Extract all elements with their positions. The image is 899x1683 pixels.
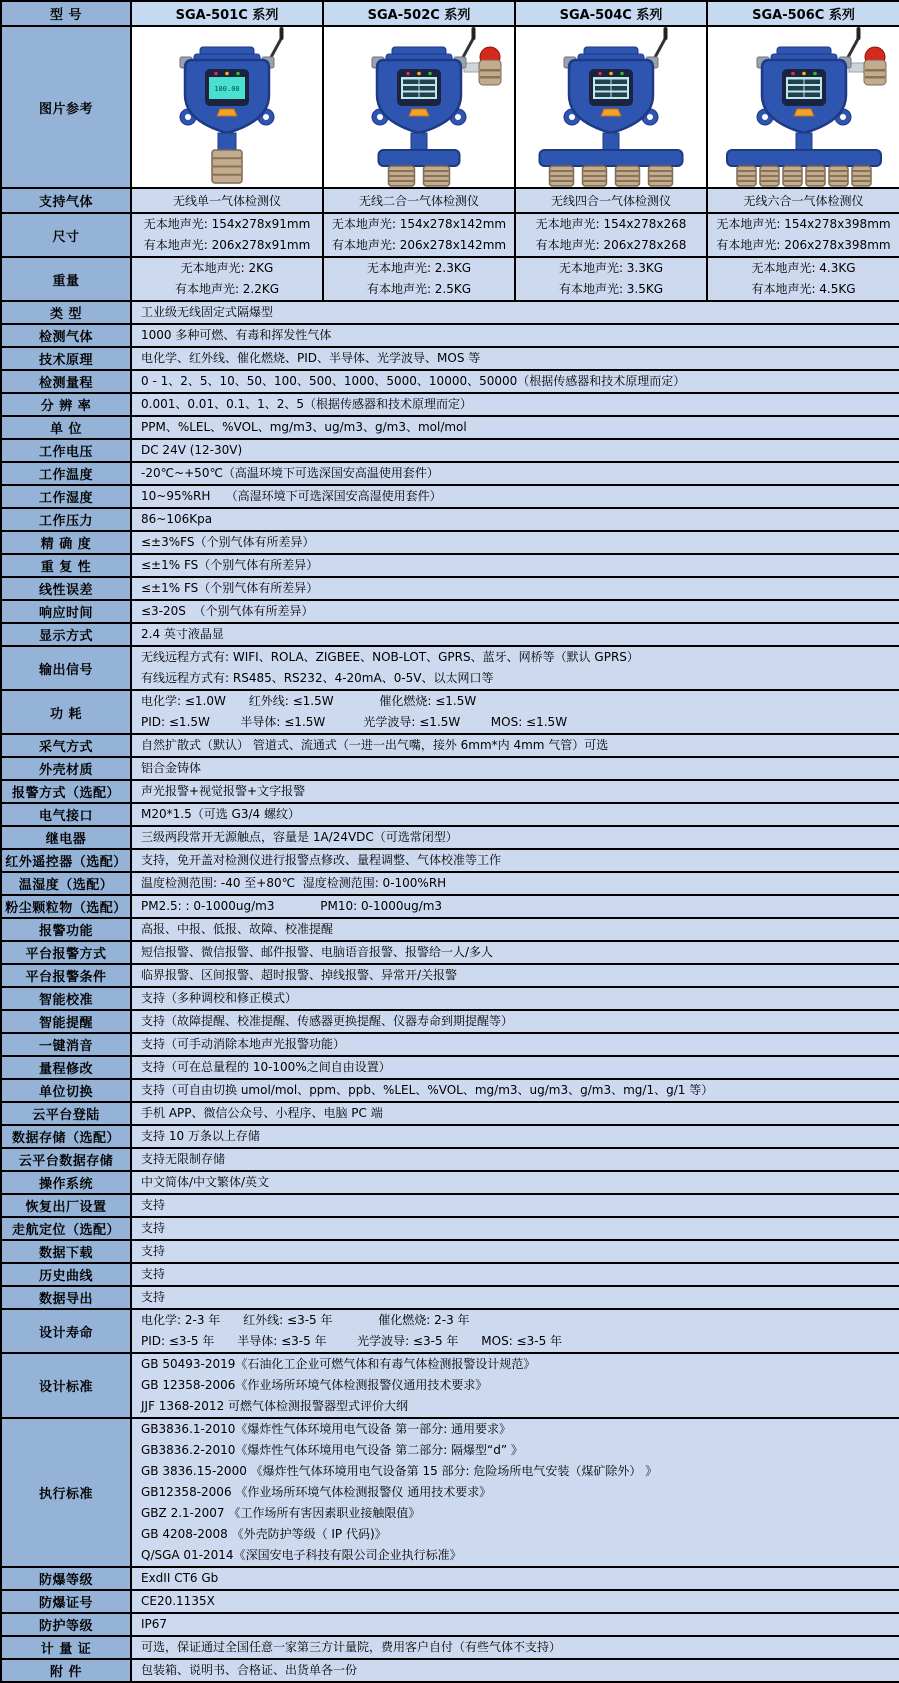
row-label: 设计寿命 (1, 1309, 131, 1353)
spec-row-39 (1, 1217, 899, 1240)
gas-detector-illustration-4 (708, 27, 899, 187)
model-header-label: 型 号 (1, 1, 131, 26)
spec-table-body (1, 1, 899, 1682)
row-label: 检测气体 (1, 324, 131, 347)
row-label: 云平台数据存储 (1, 1148, 131, 1171)
spec-value-cell (515, 257, 707, 301)
spec-value-cell (131, 324, 899, 347)
value-line: DC 24V (12-30V) (141, 443, 243, 457)
spec-value-cell (323, 257, 515, 301)
row-label: 技术原理 (1, 347, 131, 370)
row-label: 数据下载 (1, 1240, 131, 1263)
value-line: 有本地声光: 206x278x142mm (331, 238, 507, 252)
row-label: 云平台登陆 (1, 1102, 131, 1125)
row-label: 粉尘颗粒物（选配） (1, 895, 131, 918)
spec-row-27 (1, 941, 899, 964)
spec-value-cell (131, 918, 899, 941)
value-line: 包装箱、说明书、合格证、出货单各一份 (141, 1663, 358, 1677)
value-line: 支持 (141, 1198, 166, 1212)
row-label: 量程修改 (1, 1056, 131, 1079)
value-line: 无本地声光: 2KG (180, 261, 274, 275)
spec-row-22 (1, 826, 899, 849)
value-line: 无线远程方式有: WIFI、ROLA、ZIGBEE、NOB-LOT、GPRS、蓝牙、网桥等（默认 GPRS） (141, 650, 639, 664)
spec-value-cell (131, 1309, 899, 1353)
value-line: 短信报警、微信报警、邮件报警、电脑语音报警、报警给一人/多人 (141, 945, 494, 959)
spec-value-cell (131, 1033, 899, 1056)
spec-value-cell (131, 462, 899, 485)
row-label: 单 位 (1, 416, 131, 439)
spec-row-20 (1, 780, 899, 803)
value-line: 无本地声光: 2.3KG (366, 261, 472, 275)
value-line: 1000 多种可燃、有毒和挥发性气体 (141, 328, 332, 342)
model-name-2: SGA-502C 系列 (323, 1, 515, 26)
value-line: 无本地声光: 154x278x142mm (331, 217, 507, 231)
row-label: 执行标准 (1, 1418, 131, 1567)
spec-value-cell (131, 987, 899, 1010)
spec-row-36 (1, 1148, 899, 1171)
spec-value-cell (131, 1263, 899, 1286)
value-line: 2.4 英寸液晶显 (141, 627, 224, 641)
row-label: 历史曲线 (1, 1263, 131, 1286)
spec-value-cell (131, 554, 899, 577)
spec-row-8 (1, 462, 899, 485)
value-line: 有本地声光: 206x278x398mm (716, 238, 891, 252)
row-label: 输出信号 (1, 646, 131, 690)
row-label: 设计标准 (1, 1353, 131, 1418)
spec-value-cell (707, 213, 899, 257)
value-line: 工业级无线固定式隔爆型 (141, 305, 274, 319)
value-line: 有本地声光: 3.5KG (558, 282, 664, 296)
value-line: GB 12358-2006《作业场所环境气体检测报警仪通用技术要求》 (141, 1378, 488, 1392)
model-name-1: SGA-501C 系列 (131, 1, 323, 26)
spec-row-48 (1, 1613, 899, 1636)
spec-value-cell (131, 690, 899, 734)
row-label: 红外遥控器（选配） (1, 849, 131, 872)
spec-row-25 (1, 895, 899, 918)
value-line: Q/SGA 01-2014《深国安电子科技有限公司企业执行标准》 (141, 1548, 462, 1562)
value-line: 无本地声光: 154x278x398mm (716, 217, 891, 231)
spec-row-14 (1, 600, 899, 623)
svg-text:100.00: 100.00 (214, 85, 240, 93)
spec-value-cell (131, 416, 899, 439)
spec-value-cell (131, 826, 899, 849)
value-line: 支持 (141, 1267, 166, 1281)
row-label: 工作温度 (1, 462, 131, 485)
value-line: 支持 10 万条以上存储 (141, 1129, 260, 1143)
row-label: 采气方式 (1, 734, 131, 757)
value-line: 手机 APP、微信公众号、小程序、电脑 PC 端 (141, 1106, 383, 1120)
value-line: ≤±3%FS（个别气体有所差异） (141, 535, 315, 549)
spec-row-12 (1, 554, 899, 577)
value-line: M20*1.5（可选 G3/4 螺纹） (141, 807, 300, 821)
value-line: 高报、中报、低报、故障、校准提醒 (141, 922, 334, 936)
row-label: 外壳材质 (1, 757, 131, 780)
row-label: 工作电压 (1, 439, 131, 462)
spec-value-cell (131, 941, 899, 964)
row-label: 工作压力 (1, 508, 131, 531)
spec-row-18 (1, 734, 899, 757)
spec-value-cell (131, 1286, 899, 1309)
spec-value-cell (131, 439, 899, 462)
row-label: 附 件 (1, 1659, 131, 1682)
spec-row-10 (1, 508, 899, 531)
value-line: 支持 (141, 1290, 166, 1304)
row-label: 重 复 性 (1, 554, 131, 577)
value-line: ExdII CT6 Gb (141, 1571, 219, 1585)
value-line: 有本地声光: 2.2KG (174, 282, 280, 296)
spec-row-41 (1, 1263, 899, 1286)
value-line: 无本地声光: 3.3KG (558, 261, 664, 275)
spec-value-cell (131, 1102, 899, 1125)
value-line: 温度检测范围: -40 至+80℃ 湿度检测范围: 0-100%RH (141, 876, 447, 890)
spec-row-44 (1, 1353, 899, 1418)
spec-value-cell (131, 849, 899, 872)
spec-row-5 (1, 393, 899, 416)
value-line: GB 4208-2008 《外壳防护等级（ IP 代码)》 (141, 1527, 387, 1541)
spec-row-26 (1, 918, 899, 941)
spec-value-cell (131, 646, 899, 690)
spec-row-21 (1, 803, 899, 826)
spec-value-cell: 无线四合一气体检测仪 (515, 188, 707, 213)
row-label: 走航定位（选配） (1, 1217, 131, 1240)
spec-value-cell (131, 1125, 899, 1148)
value-line: 电化学、红外线、催化燃烧、PID、半导体、光学波导、MOS 等 (141, 351, 481, 365)
spec-value-cell (131, 1567, 899, 1590)
spec-value-cell (131, 485, 899, 508)
value-line: 有本地声光: 206x278x91mm (143, 238, 311, 252)
row-label: 电气接口 (1, 803, 131, 826)
spec-value-cell: 无线六合一气体检测仪 (707, 188, 899, 213)
spec-value-cell (131, 1418, 899, 1567)
value-line: 支持（故障提醒、校准提醒、传感器更换提醒、仪器寿命到期提醒等） (141, 1014, 514, 1028)
spec-value-cell (131, 1171, 899, 1194)
spec-row-17 (1, 690, 899, 734)
row-label: 支持气体 (1, 188, 131, 213)
spec-value-cell (131, 1659, 899, 1682)
spec-row-47 (1, 1590, 899, 1613)
spec-value-cell (131, 780, 899, 803)
model-name-4: SGA-506C 系列 (707, 1, 899, 26)
spec-row-35 (1, 1125, 899, 1148)
spec-value-cell (131, 872, 899, 895)
spec-row-19 (1, 757, 899, 780)
spec-row-37 (1, 1171, 899, 1194)
spec-row-23 (1, 849, 899, 872)
value-line: 自然扩散式（默认） 管道式、流通式（一进一出气嘴，接外 6mm*内 4mm 气管）可选 (141, 738, 609, 752)
spec-value-cell (131, 1353, 899, 1418)
spec-value-cell (515, 213, 707, 257)
product-image-cell-4 (707, 26, 899, 188)
value-line: 铝合金铸体 (141, 761, 202, 775)
spec-row-30 (1, 1010, 899, 1033)
row-label: 防爆等级 (1, 1567, 131, 1590)
gas-detector-illustration-3 (516, 27, 706, 187)
row-label: 线性误差 (1, 577, 131, 600)
spec-row-49 (1, 1636, 899, 1659)
value-line: 0 - 1、2、5、10、50、100、500、1000、5000、10000、50000（根据传感器和技术原理而定） (141, 374, 686, 388)
row-label: 一键消音 (1, 1033, 131, 1056)
value-line: 支持，免开盖对检测仪进行报警点修改、量程调整、气体校准等工作 (141, 853, 502, 867)
row-label: 温湿度（选配） (1, 872, 131, 895)
spec-value-cell (131, 1217, 899, 1240)
spec-value-cell (707, 257, 899, 301)
multi-column-row-2 (1, 213, 899, 257)
value-line: 有本地声光: 2.5KG (366, 282, 472, 296)
value-line: 支持（多种调校和修正模式） (141, 991, 298, 1005)
spec-value-cell: 无线单一气体检测仪 (131, 188, 323, 213)
row-label: 平台报警方式 (1, 941, 131, 964)
row-label: 平台报警条件 (1, 964, 131, 987)
multi-column-row-1 (1, 188, 899, 213)
value-line: 电化学: ≤1.0W 红外线: ≤1.5W 催化燃烧: ≤1.5W (141, 694, 477, 708)
spec-value-cell (131, 1590, 899, 1613)
header-row (1, 1, 899, 26)
value-line: GB 3836.15-2000 《爆炸性气体环境用电气设备第 15 部分: 危险场所电气安装（煤矿除外） 》 (141, 1464, 658, 1478)
value-line: GB3836.1-2010《爆炸性气体环境用电气设备 第一部分: 通用要求》 (141, 1422, 512, 1436)
value-line: 声光报警+视觉报警+文字报警 (141, 784, 306, 798)
row-label: 检测量程 (1, 370, 131, 393)
gas-detector-illustration-2 (324, 27, 514, 187)
value-line: CE20.1135X (141, 1594, 215, 1608)
spec-row-33 (1, 1079, 899, 1102)
spec-value-cell (131, 895, 899, 918)
spec-value-cell (131, 370, 899, 393)
row-label: 单位切换 (1, 1079, 131, 1102)
value-line: 电化学: 2-3 年 红外线: ≤3-5 年 催化燃烧: 2-3 年 (141, 1313, 470, 1327)
value-line: 0.001、0.01、0.1、1、2、5（根据传感器和技术原理而定） (141, 397, 473, 411)
row-label: 数据存储（选配） (1, 1125, 131, 1148)
value-line: 有线远程方式有: RS485、RS232、4-20mA、0-5V、以太网口等 (141, 671, 494, 685)
spec-value-cell (131, 1056, 899, 1079)
spec-row-2 (1, 324, 899, 347)
spec-value-cell (131, 803, 899, 826)
value-line: ≤±1% FS（个别气体有所差异） (141, 558, 319, 572)
value-line: -20℃~+50℃（高温环境下可选深国安高温使用套件） (141, 466, 439, 480)
value-line: 86~106Kpa (141, 512, 213, 526)
value-line: 三级两段常开无源触点，容量是 1A/24VDC（可选常闭型） (141, 830, 458, 844)
spec-value-cell (131, 1194, 899, 1217)
row-label: 防护等级 (1, 1613, 131, 1636)
gas-detector-illustration-1 (132, 27, 322, 187)
value-line: 临界报警、区间报警、超时报警、掉线报警、异常开/关报警 (141, 968, 458, 982)
spec-value-cell (131, 757, 899, 780)
spec-row-46 (1, 1567, 899, 1590)
product-image-cell-2 (323, 26, 515, 188)
spec-value-cell (131, 600, 899, 623)
spec-value-cell (323, 213, 515, 257)
spec-value-cell (131, 1079, 899, 1102)
spec-value-cell (131, 347, 899, 370)
row-label: 智能提醒 (1, 1010, 131, 1033)
row-label: 恢复出厂设置 (1, 1194, 131, 1217)
spec-row-42 (1, 1286, 899, 1309)
spec-value-cell (131, 257, 323, 301)
spec-row-13 (1, 577, 899, 600)
value-line: ≤±1% FS（个别气体有所差异） (141, 581, 319, 595)
spec-row-45 (1, 1418, 899, 1567)
product-image-cell-1 (131, 26, 323, 188)
spec-value-cell (131, 1636, 899, 1659)
spec-value-cell (131, 1010, 899, 1033)
image-row (1, 26, 899, 188)
row-label: 工作湿度 (1, 485, 131, 508)
value-line: 中文简体/中文繁体/英文 (141, 1175, 270, 1189)
spec-value-cell: 无线二合一气体检测仪 (323, 188, 515, 213)
value-line: GBZ 2.1-2007 《工作场所有害因素职业接触限值》 (141, 1506, 421, 1520)
value-line: PM2.5: : 0-1000ug/m3 PM10: 0-1000ug/m3 (141, 899, 443, 913)
value-line: 无本地声光: 4.3KG (751, 261, 856, 275)
spec-row-15 (1, 623, 899, 646)
spec-value-cell (131, 623, 899, 646)
spec-value-cell (131, 1148, 899, 1171)
multi-column-row-3 (1, 257, 899, 301)
spec-row-50 (1, 1659, 899, 1682)
image-row-label: 图片参考 (1, 26, 131, 188)
spec-row-9 (1, 485, 899, 508)
value-line: 支持 (141, 1244, 166, 1258)
spec-row-1 (1, 301, 899, 324)
value-line: ≤3-20S （个别气体有所差异） (141, 604, 314, 618)
value-line: PPM、%LEL、%VOL、mg/m3、ug/m3、g/m3、mol/mol (141, 420, 467, 434)
spec-value-cell (131, 531, 899, 554)
value-line: 有本地声光: 4.5KG (751, 282, 856, 296)
value-line: 可选，保证通过全国任意一家第三方计量院，费用客户自付（有些气体不支持） (141, 1640, 562, 1654)
row-label: 类 型 (1, 301, 131, 324)
row-label: 防爆证号 (1, 1590, 131, 1613)
row-label: 智能校准 (1, 987, 131, 1010)
value-line: 支持（可在总量程的 10-100%之间自由设置） (141, 1060, 391, 1074)
spec-row-34 (1, 1102, 899, 1125)
spec-row-43 (1, 1309, 899, 1353)
spec-row-16 (1, 646, 899, 690)
value-line: 支持（可自由切换 umol/mol、ppm、ppb、%LEL、%VOL、mg/m3、ug/m3、g/m3、mg/1、g/1 等） (141, 1083, 714, 1097)
row-label: 显示方式 (1, 623, 131, 646)
value-line: 支持 (141, 1221, 166, 1235)
spec-value-cell (131, 734, 899, 757)
spec-row-28 (1, 964, 899, 987)
model-name-3: SGA-504C 系列 (515, 1, 707, 26)
spec-value-cell (131, 1613, 899, 1636)
value-line: 支持无限制存储 (141, 1152, 226, 1166)
spec-row-7 (1, 439, 899, 462)
spec-row-38 (1, 1194, 899, 1217)
value-line: 无本地声光: 154x278x268 (535, 217, 687, 231)
spec-value-cell (131, 213, 323, 257)
spec-row-24 (1, 872, 899, 895)
row-label: 继电器 (1, 826, 131, 849)
row-label: 尺寸 (1, 213, 131, 257)
value-line: PID: ≤1.5W 半导体: ≤1.5W 光学波导: ≤1.5W MOS: ≤1.5W (141, 715, 568, 729)
spec-value-cell (131, 964, 899, 987)
row-label: 功 耗 (1, 690, 131, 734)
value-line: IP67 (141, 1617, 168, 1631)
row-label: 分 辨 率 (1, 393, 131, 416)
spec-value-cell (131, 508, 899, 531)
row-label: 报警方式（选配） (1, 780, 131, 803)
value-line: JJF 1368-2012 可燃气体检测报警器型式评价大纲 (141, 1399, 409, 1413)
row-label: 数据导出 (1, 1286, 131, 1309)
spec-row-4 (1, 370, 899, 393)
value-line: 无本地声光: 154x278x91mm (143, 217, 311, 231)
spec-row-40 (1, 1240, 899, 1263)
row-label: 计 量 证 (1, 1636, 131, 1659)
spec-value-cell (131, 577, 899, 600)
spec-row-32 (1, 1056, 899, 1079)
spec-value-cell (131, 393, 899, 416)
value-line: PID: ≤3-5 年 半导体: ≤3-5 年 光学波导: ≤3-5 年 MOS: ≤3-5 年 (141, 1334, 563, 1348)
row-label: 响应时间 (1, 600, 131, 623)
spec-row-29 (1, 987, 899, 1010)
value-line: 支持（可手动消除本地声光报警功能） (141, 1037, 346, 1051)
row-label: 报警功能 (1, 918, 131, 941)
spec-value-cell (131, 1240, 899, 1263)
spec-row-31 (1, 1033, 899, 1056)
value-line: GB12358-2006 《作业场所环境气体检测报警仪 通用技术要求》 (141, 1485, 492, 1499)
row-label: 操作系统 (1, 1171, 131, 1194)
spec-row-6 (1, 416, 899, 439)
spec-value-cell (131, 301, 899, 324)
row-label: 重量 (1, 257, 131, 301)
value-line: 10~95%RH （高湿环境下可选深国安高湿使用套件） (141, 489, 442, 503)
spec-row-3 (1, 347, 899, 370)
row-label: 精 确 度 (1, 531, 131, 554)
product-image-cell-3 (515, 26, 707, 188)
value-line: GB3836.2-2010《爆炸性气体环境用电气设备 第二部分: 隔爆型“d” 》 (141, 1443, 523, 1457)
spec-row-11 (1, 531, 899, 554)
value-line: 有本地声光: 206x278x268 (535, 238, 687, 252)
value-line: GB 50493-2019《石油化工企业可燃气体和有毒气体检测报警设计规范》 (141, 1357, 536, 1371)
